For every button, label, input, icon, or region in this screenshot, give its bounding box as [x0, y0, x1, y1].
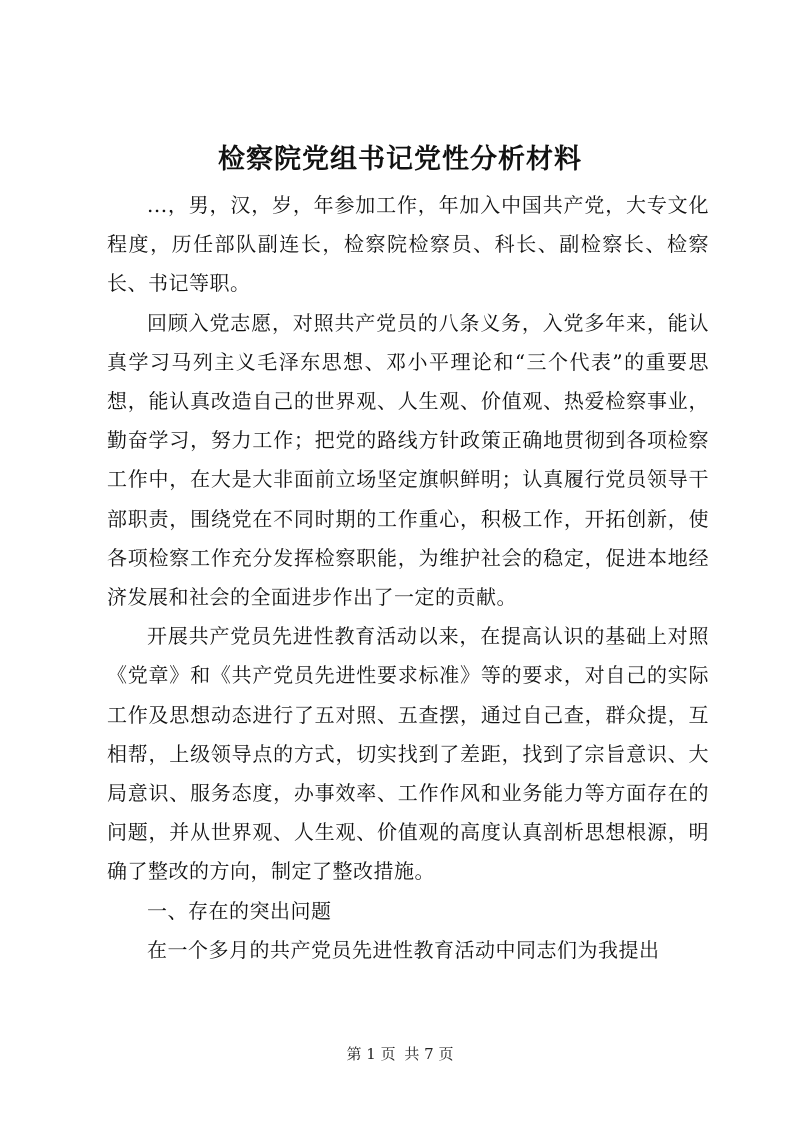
page-footer: [0, 1044, 800, 1064]
document-body: [107, 186, 709, 970]
paragraph-review: 回顾入党志愿，对照共产党员的八条义务，入党多年来，能认真学习马列主义毛泽东思想、邓小平理论和“三个代表”的重要思想，能认真改造自己的世界观、人生观、价值观、热爱检察事业，勤奋学习，努力工作；把党的路线方针政策正确地贯彻到各项检察工作中，在大是大非面前立场坚定旗帜鲜明；认真履行党员领导干部职责，围绕党在不同时期的工作重心，积极工作，开拓创新，使各项检察工作充分发挥检察职能，为维护社会的稳定，促进本地经济发展和社会的全面进步作出了一定的贡献。: [107, 310, 709, 610]
paragraph-education-activity: 开展共产党员先进性教育活动以来，在提高认识的基础上对照《党章》和《共产党员先进性要求标准》等的要求，对自己的实际工作及思想动态进行了五对照、五查摆，通过自己查，群众提，互相帮，上级领导点的方式，切实找到了差距，找到了宗旨意识、大局意识、服务态度，办事效率、工作作风和业务能力等方面存在的问题，并从世界观、人生观、价值观的高度认真剖析思想根源，明确了整改的方向，制定了整改措施。: [107, 624, 709, 884]
section-heading: 一、存在的突出问题: [147, 898, 332, 923]
page-total: 共 7 页: [404, 1045, 454, 1063]
paragraph-personal-info: ...，男，汉，岁，年参加工作，年加入中国共产党，大专文化程度，历任部队副连长，检察院检察员、科长、副检察长、检察长、书记等职。: [107, 193, 709, 296]
page-number: 第 1 页: [346, 1045, 396, 1063]
paragraph-issues-intro: 在一个多月的共产党员先进性教育活动中同志们为我提出: [147, 937, 660, 962]
document-title: 检察院党组书记党性分析材料: [218, 144, 582, 175]
